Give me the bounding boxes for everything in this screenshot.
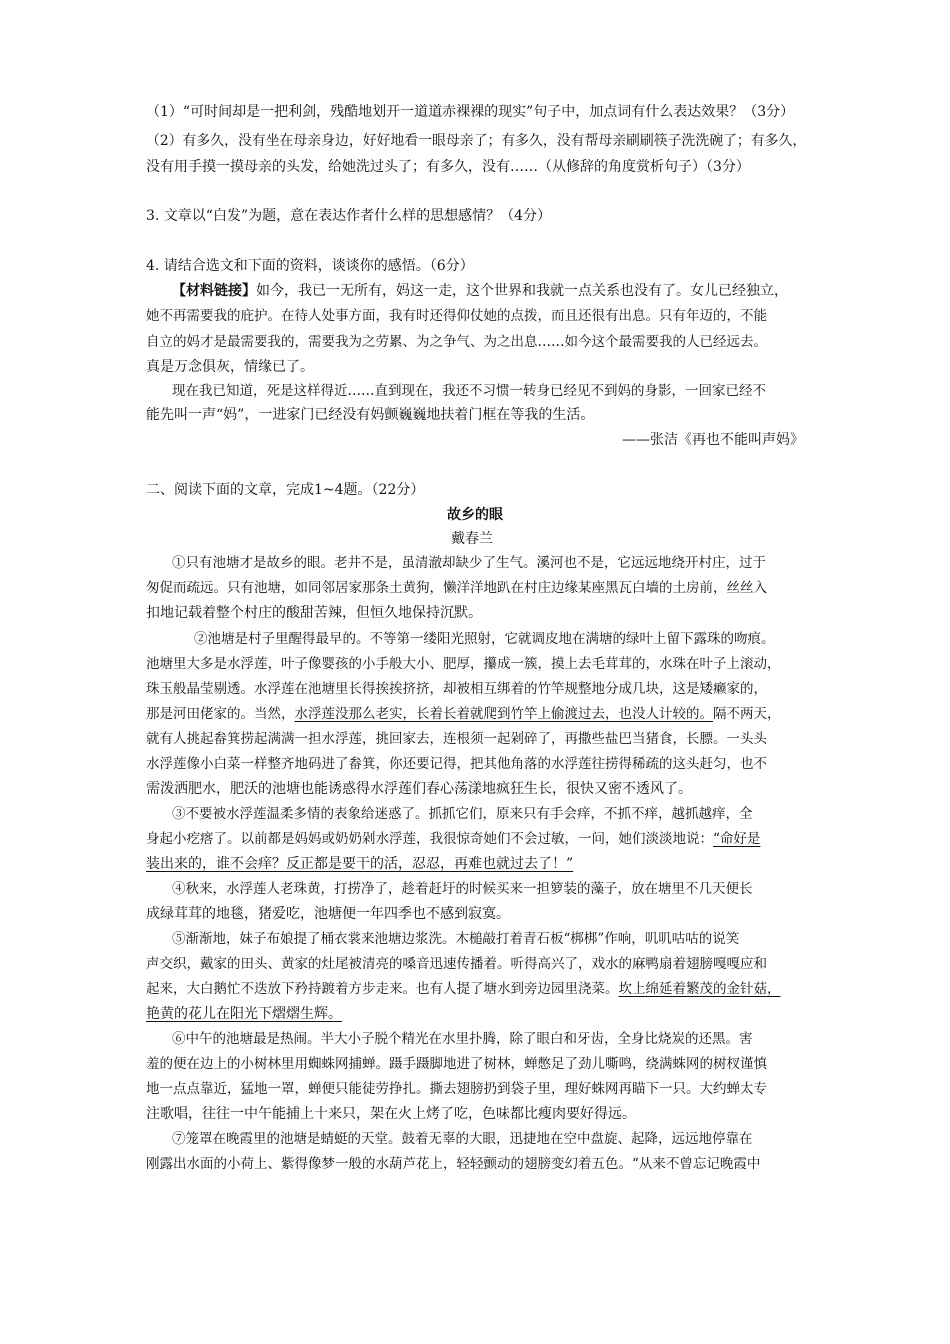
para2-line6: 水浮莲像小白菜一样整齐地码进了畚箕，你还要记得，把其他角落的水浮莲往捞得稀疏的这头赶匀，也不 <box>146 756 767 772</box>
para6-line1: ⑥中午的池塘最是热闹。半大小子脱个精光在水里扑腾，除了眼白和牙齿，全身比烧炭的还黑。害 <box>172 1031 753 1047</box>
para2-line1: ②池塘是村子里醒得最早的。不等第一缕阳光照射，它就调皮地在满塘的绿叶上留下露珠的吻痕。 <box>194 631 775 647</box>
question-2-2-line2: 没有用手摸一摸母亲的头发，给她洗过头了；有多久，没有……（从修辞的角度赏析句子）（3分） <box>146 159 750 175</box>
material-line5: 现在我已知道，死是这样得近……直到现在，我还不习惯一转身已经见不到妈的身影，一回家已经不 <box>172 383 766 399</box>
para1-line2: 匆促而疏远。只有池塘，如同邻居家那条土黄狗，懒洋洋地趴在村庄边缘某座黑瓦白墙的土房前，丝丝入 <box>146 580 767 596</box>
para7-line1: ⑦笼罩在晚霞里的池塘是蜻蜓的天堂。鼓着无辜的大眼，迅捷地在空中盘旋、起降，远远地停靠在 <box>172 1131 753 1147</box>
para3-line1: ③不要被水浮莲温柔多情的表象给迷惑了。抓抓它们，原来只有手会痒，不抓不痒，越抓越痒，全 <box>172 806 753 822</box>
question-2-1: （1）“可时间却是一把利剑，残酷地划开一道道赤裸裸的现实”句子中，加点词有什么表达效果？（3分） <box>146 104 795 120</box>
section-2-heading: 二、阅读下面的文章，完成1~4题。（22分） <box>146 482 425 498</box>
para3-line3 <box>146 855 573 874</box>
material-source: ——张洁《再也不能叫声妈》 <box>622 432 804 448</box>
para2-line5: 就有人挑起畚箕捞起满满一担水浮莲，挑回家去，连根须一起剁碎了，再撒些盐巴当猪食，长膘。一头头 <box>146 731 767 747</box>
para5-underlined-end: 艳黄的花儿在阳光下熠熠生辉。 <box>146 1006 342 1022</box>
para3-underlined-quote-start: “命好是 <box>713 831 761 847</box>
para5-line1: ⑤渐渐地，妹子布娘提了桶衣裳来池塘边浆洗。木槌敲打着青石板“梆梆”作响，叽叽咕咕的说笑 <box>172 931 740 947</box>
question-2-2-line1: （2）有多久，没有坐在母亲身边，好好地看一眼母亲了；有多久，没有帮母亲刷刷筷子洗洗碗了；有多久， <box>146 133 807 149</box>
question-4: 4. 请结合选文和下面的资料，谈谈你的感悟。（6分） <box>146 258 474 274</box>
para1-line1: ①只有池塘才是故乡的眼。老井不是，虽清澈却缺少了生气。溪河也不是，它远远地绕开村庄，过于 <box>172 555 766 571</box>
para7-line2: 刚露出水面的小荷上、紫得像梦一般的水葫芦花上，轻轻颤动的翅膀变幻着五色。“从来不曾忘记晚霞中 <box>146 1156 761 1172</box>
para6-line2: 羞的便在边上的小树林里用蜘蛛网捕蝉。蹑手蹑脚地进了树林，蝉憋足了劲儿嘶鸣，绕满蛛网的树杈谨慎 <box>146 1056 767 1072</box>
para2-line2: 池塘里大多是水浮莲，叶子像婴孩的小手般大小、肥厚，攥成一簇，摸上去毛茸茸的，水珠在叶子上滚动， <box>146 656 781 672</box>
para3-line2 <box>146 830 760 849</box>
para6-line4: 注歌唱，往往一中午能捕上十来只，架在火上烤了吃，色味都比瘦肉要好得远。 <box>146 1106 636 1122</box>
para3-line2-start: 身起小疙瘩了。以前都是妈妈或奶奶剁水浮莲，我很惊奇她们不会过敏，一问，她们淡淡地说： <box>146 831 713 847</box>
material-line1 <box>172 282 788 301</box>
material-text-1: 如今，我已一无所有，妈这一走，这个世界和我就一点关系也没有了。女儿已经独立， <box>256 283 788 299</box>
para5-line3 <box>146 980 781 999</box>
para2-underlined-sentence: 水浮莲没那么老实，长着长着就爬到竹竿上偷渡过去，也没人计较的。 <box>294 706 713 722</box>
article-author: 戴春兰 <box>451 531 493 547</box>
para2-line4-start: 那是河田佬家的。当然， <box>146 706 295 722</box>
para3-underlined-quote-end: 装出来的，谁不会痒？反正都是要干的活，忍忍，再难也就过去了！” <box>146 856 574 872</box>
article-title: 故乡的眼 <box>447 507 503 523</box>
material-label: 【材料链接】 <box>172 283 256 299</box>
para5-line3-start: 起来，大白鹅忙不迭放下矜持踱着方步走来。也有人提了塘水到旁边园里浇菜。 <box>146 981 619 997</box>
para2-line7: 需泼洒肥水，肥沃的池塘也能诱惑得水浮莲们春心荡漾地疯狂生长，很快又密不透风了。 <box>146 781 692 797</box>
para4-line1: ④秋来，水浮莲人老珠黄，打捞净了，趁着赶圩的时候买来一担箩装的藻子，放在塘里不几天便长 <box>172 881 753 897</box>
question-3: 3. 文章以“白发”为题，意在表达作者什么样的思想感情？（4分） <box>146 208 552 224</box>
para2-line4-end: 隔不两天， <box>713 706 781 722</box>
para2-line3: 珠玉般晶莹剔透。水浮莲在池塘里长得挨挨挤挤，却被相互绑着的竹竿规整地分成几块，这是矮癞家的， <box>146 681 767 697</box>
material-line4: 真是万念俱灰，情缘已了。 <box>146 359 314 375</box>
para1-line3: 扣地记载着整个村庄的酸甜苦辣，但恒久地保持沉默。 <box>146 605 482 621</box>
material-line3: 自立的妈才是最需要我的，需要我为之劳累、为之争气、为之出息……如今这个最需要我的人已经远去。 <box>146 334 767 350</box>
para6-line3: 地一点点靠近，猛地一罩，蝉便只能徒劳挣扎。撕去翅膀扔到袋子里，理好蛛网再瞄下一只。大约蝉太专 <box>146 1081 767 1097</box>
para5-line2: 声交织，戴家的田头、黄家的灶尾被清亮的嗓音迅速传播着。听得高兴了，戏水的麻鸭扇着翅膀嘎嘎应和 <box>146 956 767 972</box>
para4-line2: 成绿茸茸的地毯，猪爱吃，池塘便一年四季也不感到寂寞。 <box>146 906 510 922</box>
material-line6: 能先叫一声“妈”，一进家门已经没有妈颤巍巍地扶着门框在等我的生活。 <box>146 407 595 423</box>
material-line2: 她不再需要我的庇护。在待人处事方面，我有时还得仰仗她的点拨，而且还很有出息。只有年迈的，不能 <box>146 308 767 324</box>
para5-underlined-start: 坎上绵延着繁茂的金针菇， <box>618 981 781 997</box>
para5-line4 <box>146 1005 342 1024</box>
para2-line4 <box>146 705 781 724</box>
